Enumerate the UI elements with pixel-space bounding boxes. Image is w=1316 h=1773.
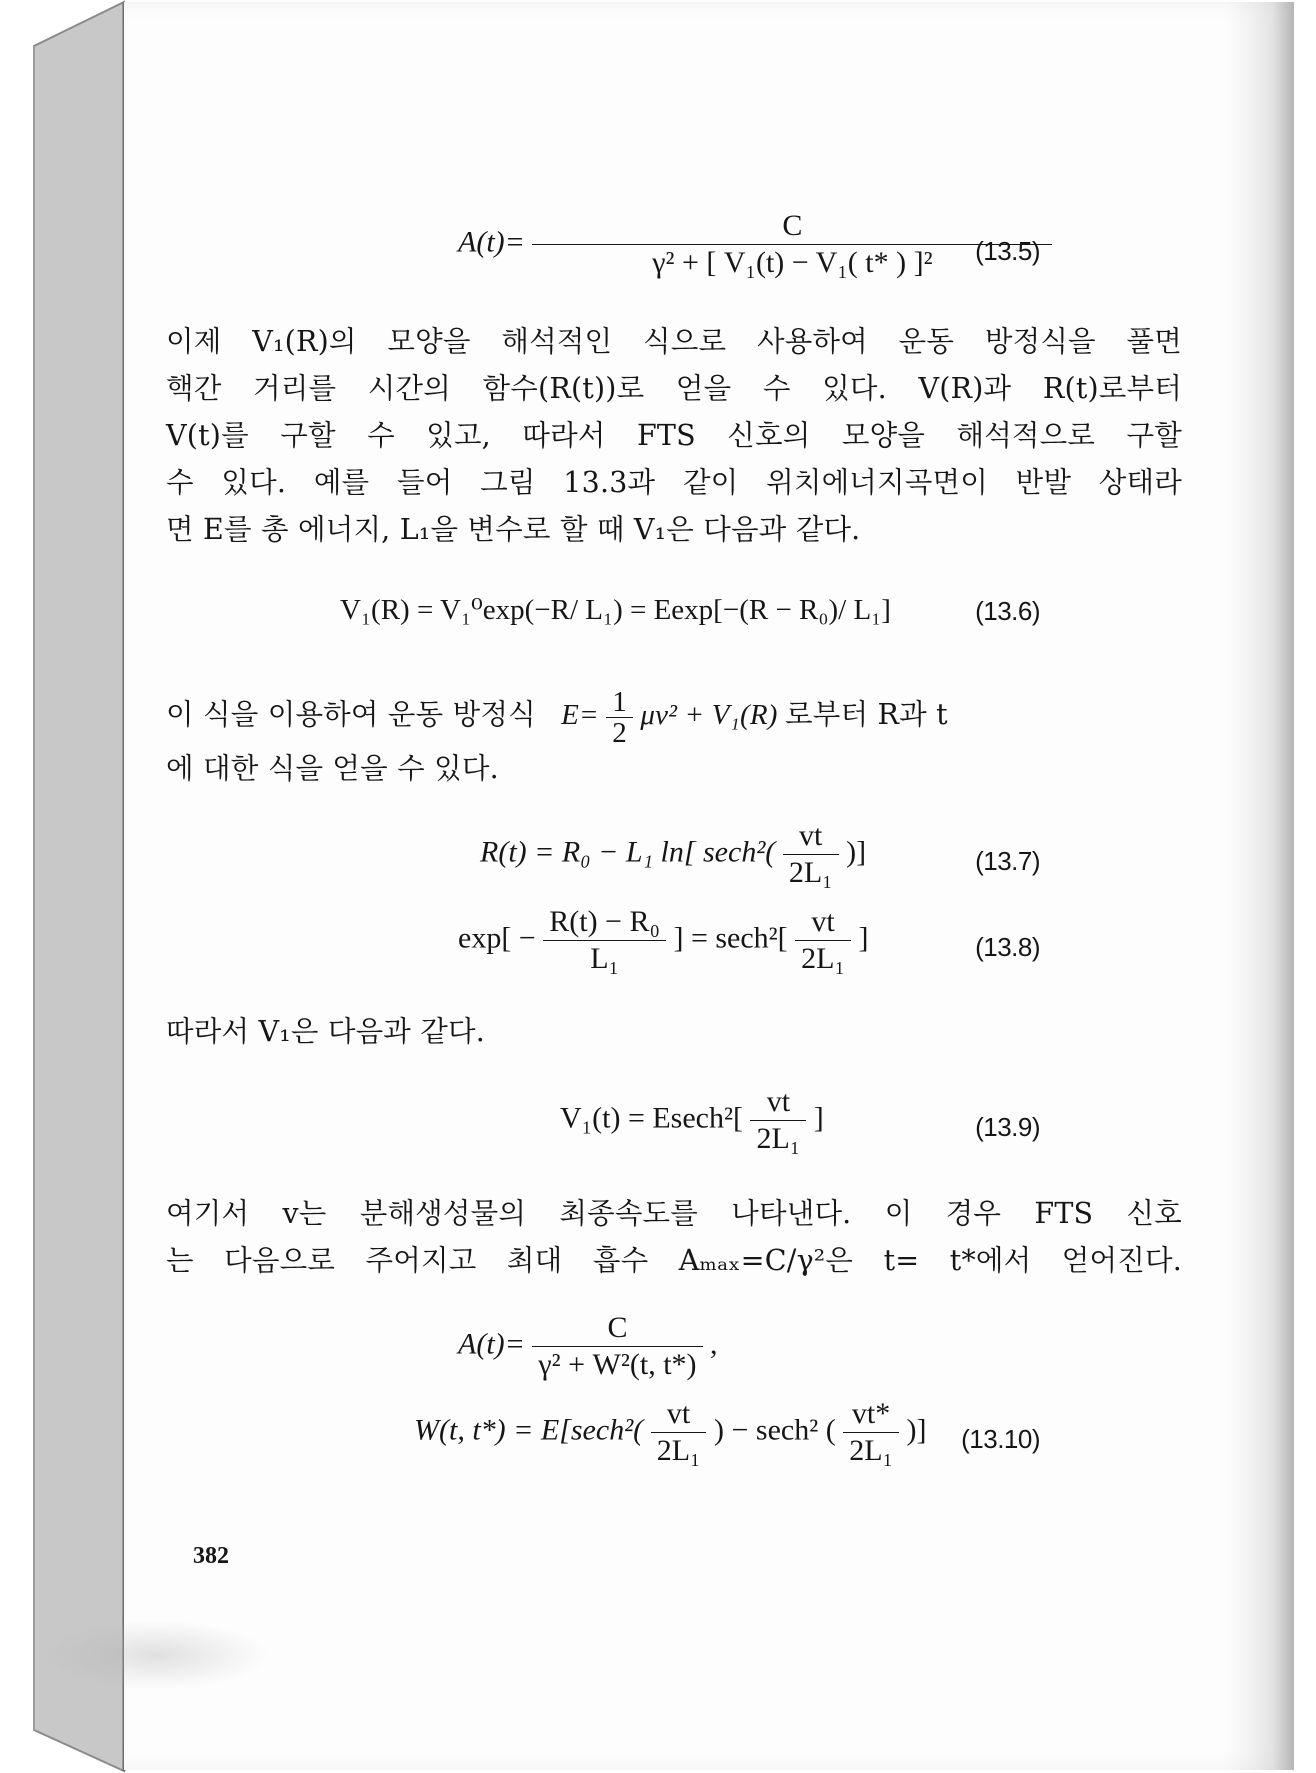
text-line: 핵간 거리를 시간의 함수(R(t))로 얻을 수 있다. V(R)과 R(t)로부터 xyxy=(166,372,1182,405)
eq-13-5-numerator: C xyxy=(532,208,1052,245)
eq-13-7-numerator: vt xyxy=(783,818,839,855)
paragraph-4 xyxy=(166,1190,1182,1284)
page-number: 382 xyxy=(193,1543,229,1569)
text-segment: 로부터 R과 t xyxy=(785,698,948,731)
equation-13-9 xyxy=(0,1084,1170,1164)
equation-number: (13.10) xyxy=(961,1424,1040,1454)
eq-13-10b-numerator: vt xyxy=(651,1396,707,1433)
eq-13-10a-lhs: A(t)= xyxy=(458,1327,525,1361)
eq-13-9-lhs: V₁(t) = Esech²[ xyxy=(560,1101,743,1135)
eq-13-7-tail: )] xyxy=(846,835,867,869)
eq-13-9-tail: ] xyxy=(813,1101,824,1135)
paragraph-3 xyxy=(166,1008,1186,1055)
text-line: 면 E를 총 에너지, L₁을 변수로 할 때 V₁은 다음과 같다. xyxy=(166,513,861,546)
text-line: 여기서 v는 분해생성물의 최종속도를 나타낸다. 이 경우 FTS 신호 xyxy=(166,1197,1182,1230)
inline-eq-rhs: μv² + V₁(R) xyxy=(640,699,778,731)
inline-frac-den: 2 xyxy=(612,716,627,749)
eq-13-10b-denominator-2: 2L₁ xyxy=(849,1434,893,1467)
eq-13-10b-tail: )] xyxy=(906,1413,927,1447)
eq-13-10b-numerator-2: vt* xyxy=(843,1396,899,1433)
eq-13-7-lhs: R(t) = R₀ − L₁ ln[ sech²( xyxy=(480,835,776,869)
eq-13-10a-tail: , xyxy=(710,1327,718,1361)
equation-13-7 xyxy=(0,818,1170,898)
equation-13-10a xyxy=(0,1310,1170,1390)
paragraph-2 xyxy=(166,673,1186,789)
eq-13-10a-denominator: γ² + W²(t, t*) xyxy=(538,1348,697,1381)
equation-13-5 xyxy=(0,208,1170,288)
text-line: 에 대한 식을 얻을 수 있다. xyxy=(166,752,499,785)
equation-number: (13.5) xyxy=(975,236,1040,266)
text-line: 수 있다. 예를 들어 그림 13.3과 같이 위치에너지곡면이 반발 상태라 xyxy=(166,466,1182,499)
equation-13-6 xyxy=(0,592,1170,637)
inline-eq-lhs: E= xyxy=(561,699,599,731)
text-line: 는 다음으로 주어지고 최대 흡수 Aₘₐₓ=C/γ²은 t= t*에서 얻어진다. xyxy=(166,1244,1182,1277)
eq-13-8-mid: ] = sech²[ xyxy=(673,921,788,955)
eq-13-10b-denominator: 2L₁ xyxy=(656,1434,701,1467)
equation-number: (13.8) xyxy=(975,932,1040,962)
equation-number: (13.7) xyxy=(975,846,1040,876)
equation-13-8 xyxy=(0,904,1170,984)
eq-13-10b-mid: ) − sech² ( xyxy=(713,1413,836,1447)
eq-13-5-lhs: A(t)= xyxy=(458,225,525,259)
page-smudge xyxy=(40,1620,270,1690)
eq-13-8-lhs: exp[ − xyxy=(458,921,536,955)
text-line: 따라서 V₁은 다음과 같다. xyxy=(166,1015,486,1048)
text-line: V(t)를 구할 수 있고, 따라서 FTS 신호의 모양을 해석적으로 구할 xyxy=(166,419,1182,452)
page-shadow xyxy=(1224,2,1294,1770)
text-line: 이제 V₁(R)의 모양을 해석적인 식으로 사용하여 운동 방정식을 풀면 xyxy=(166,325,1182,358)
equation-number: (13.6) xyxy=(975,596,1040,626)
equation-number: (13.9) xyxy=(975,1112,1040,1142)
eq-13-9-numerator: vt xyxy=(750,1084,806,1121)
eq-13-6-text: V₁(R) = V₁⁰exp(−R/ L₁) = Eexp[−(R − R₀)/ L₁] xyxy=(340,594,891,626)
eq-13-8-numerator: R(t) − R₀ xyxy=(543,904,666,941)
inline-frac-num: 1 xyxy=(606,687,633,718)
eq-13-8-denominator-2: 2L₁ xyxy=(801,942,845,975)
eq-13-8-tail: ] xyxy=(858,921,869,955)
eq-13-8-numerator-2: vt xyxy=(795,904,851,941)
paragraph-1 xyxy=(166,318,1182,553)
eq-13-10a-numerator: C xyxy=(532,1310,702,1347)
equation-13-10b xyxy=(0,1396,1170,1476)
eq-13-9-denominator: 2L₁ xyxy=(756,1122,801,1155)
eq-13-5-denominator: γ² + [ V₁(t) − V₁( t* ) ]² xyxy=(652,246,933,279)
text-segment: 이 식을 이용하여 운동 방정식 xyxy=(166,698,536,731)
eq-13-8-denominator: L₁ xyxy=(590,942,619,975)
eq-13-10b-lhs: W(t, t*) = E[sech²( xyxy=(414,1413,644,1447)
eq-13-7-denominator: 2L₁ xyxy=(788,856,833,889)
